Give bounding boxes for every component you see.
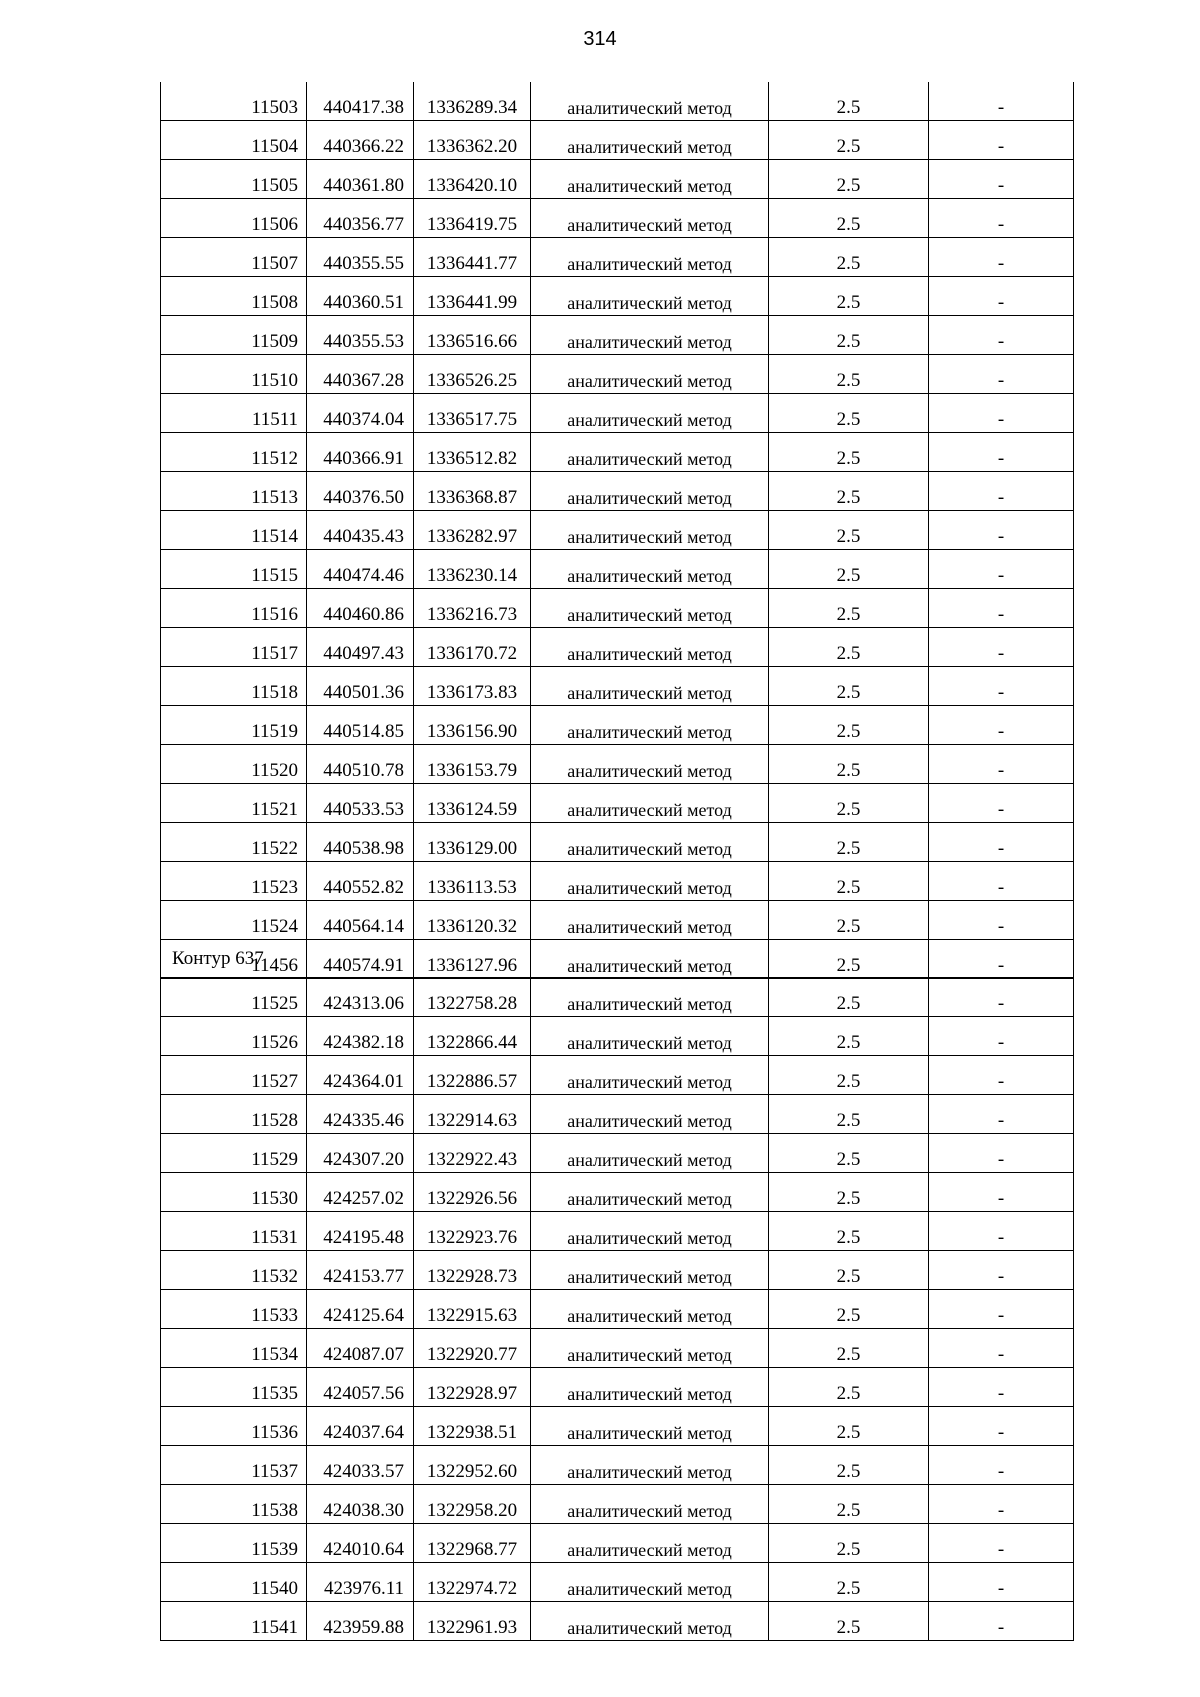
contour-label: Контур 637: [172, 948, 264, 969]
accuracy-cell: 2.5: [769, 1212, 929, 1251]
method-cell: аналитический метод: [531, 940, 769, 979]
point-number-cell: 11536: [161, 1407, 307, 1446]
method-cell: аналитический метод: [531, 1524, 769, 1563]
description-cell: -: [929, 472, 1074, 511]
method-cell: аналитический метод: [531, 394, 769, 433]
table-row: [161, 1524, 1074, 1563]
accuracy-cell: 2.5: [769, 901, 929, 940]
table-row: [161, 121, 1074, 160]
accuracy-cell: 2.5: [769, 316, 929, 355]
x-coordinate-cell: 440356.77: [307, 199, 414, 238]
x-coordinate-cell: 424364.01: [307, 1056, 414, 1095]
x-coordinate-cell: 440533.53: [307, 784, 414, 823]
x-coordinate-cell: 440497.43: [307, 628, 414, 667]
description-cell: -: [929, 901, 1074, 940]
y-coordinate-cell: 1336170.72: [414, 628, 531, 667]
point-number-cell: 11521: [161, 784, 307, 823]
accuracy-cell: 2.5: [769, 706, 929, 745]
table-row: [161, 1251, 1074, 1290]
table-row: [161, 199, 1074, 238]
y-coordinate-cell: 1336153.79: [414, 745, 531, 784]
x-coordinate-cell: 440366.91: [307, 433, 414, 472]
point-number-cell: 11520: [161, 745, 307, 784]
y-coordinate-cell: 1322928.73: [414, 1251, 531, 1290]
accuracy-cell: 2.5: [769, 823, 929, 862]
point-number-cell: 11538: [161, 1485, 307, 1524]
point-number-cell: 11456: [161, 940, 307, 979]
x-coordinate-cell: 440435.43: [307, 511, 414, 550]
description-cell: -: [929, 1485, 1074, 1524]
point-number-cell: 11511: [161, 394, 307, 433]
x-coordinate-cell: 424307.20: [307, 1134, 414, 1173]
coordinates-table-continued: [160, 82, 1074, 979]
table-row: [161, 745, 1074, 784]
y-coordinate-cell: 1322968.77: [414, 1524, 531, 1563]
point-number-cell: 11541: [161, 1602, 307, 1641]
table-row: [161, 628, 1074, 667]
table-row: [161, 823, 1074, 862]
description-cell: -: [929, 550, 1074, 589]
point-number-cell: 11537: [161, 1446, 307, 1485]
description-cell: -: [929, 1134, 1074, 1173]
accuracy-cell: 2.5: [769, 472, 929, 511]
accuracy-cell: 2.5: [769, 745, 929, 784]
table-row: [161, 1056, 1074, 1095]
accuracy-cell: 2.5: [769, 1485, 929, 1524]
x-coordinate-cell: 424257.02: [307, 1173, 414, 1212]
description-cell: -: [929, 121, 1074, 160]
method-cell: аналитический метод: [531, 1329, 769, 1368]
y-coordinate-cell: 1336127.96: [414, 940, 531, 979]
description-cell: -: [929, 1446, 1074, 1485]
point-number-cell: 11540: [161, 1563, 307, 1602]
y-coordinate-cell: 1322974.72: [414, 1563, 531, 1602]
method-cell: аналитический метод: [531, 1290, 769, 1329]
y-coordinate-cell: 1322922.43: [414, 1134, 531, 1173]
y-coordinate-cell: 1336362.20: [414, 121, 531, 160]
point-number-cell: 11513: [161, 472, 307, 511]
x-coordinate-cell: 440361.80: [307, 160, 414, 199]
accuracy-cell: 2.5: [769, 628, 929, 667]
table-row: [161, 1290, 1074, 1329]
method-cell: аналитический метод: [531, 667, 769, 706]
x-coordinate-cell: 423959.88: [307, 1602, 414, 1641]
y-coordinate-cell: 1336129.00: [414, 823, 531, 862]
method-cell: аналитический метод: [531, 277, 769, 316]
method-cell: аналитический метод: [531, 1056, 769, 1095]
y-coordinate-cell: 1322914.63: [414, 1095, 531, 1134]
description-cell: -: [929, 589, 1074, 628]
y-coordinate-cell: 1336517.75: [414, 394, 531, 433]
table-row: [161, 1446, 1074, 1485]
x-coordinate-cell: 440376.50: [307, 472, 414, 511]
x-coordinate-cell: 424313.06: [307, 978, 414, 1017]
description-cell: -: [929, 978, 1074, 1017]
description-cell: -: [929, 628, 1074, 667]
description-cell: -: [929, 160, 1074, 199]
accuracy-cell: 2.5: [769, 1329, 929, 1368]
x-coordinate-cell: 424382.18: [307, 1017, 414, 1056]
method-cell: аналитический метод: [531, 160, 769, 199]
coordinates-table-contour-637: [160, 977, 1074, 1641]
point-number-cell: 11532: [161, 1251, 307, 1290]
y-coordinate-cell: 1322958.20: [414, 1485, 531, 1524]
table-row: [161, 1602, 1074, 1641]
y-coordinate-cell: 1322866.44: [414, 1017, 531, 1056]
method-cell: аналитический метод: [531, 706, 769, 745]
method-cell: аналитический метод: [531, 1017, 769, 1056]
x-coordinate-cell: 440367.28: [307, 355, 414, 394]
y-coordinate-cell: 1336526.25: [414, 355, 531, 394]
method-cell: аналитический метод: [531, 901, 769, 940]
table-row: [161, 589, 1074, 628]
method-cell: аналитический метод: [531, 1173, 769, 1212]
method-cell: аналитический метод: [531, 628, 769, 667]
method-cell: аналитический метод: [531, 472, 769, 511]
description-cell: -: [929, 394, 1074, 433]
table-row: [161, 550, 1074, 589]
y-coordinate-cell: 1322926.56: [414, 1173, 531, 1212]
description-cell: -: [929, 1095, 1074, 1134]
table-row: [161, 940, 1074, 979]
table-row: [161, 160, 1074, 199]
point-number-cell: 11506: [161, 199, 307, 238]
x-coordinate-cell: 424087.07: [307, 1329, 414, 1368]
method-cell: аналитический метод: [531, 238, 769, 277]
y-coordinate-cell: 1336516.66: [414, 316, 531, 355]
point-number-cell: 11523: [161, 862, 307, 901]
point-number-cell: 11515: [161, 550, 307, 589]
accuracy-cell: 2.5: [769, 433, 929, 472]
description-cell: -: [929, 511, 1074, 550]
description-cell: -: [929, 745, 1074, 784]
x-coordinate-cell: 440355.53: [307, 316, 414, 355]
x-coordinate-cell: 440417.38: [307, 82, 414, 121]
accuracy-cell: 2.5: [769, 978, 929, 1017]
point-number-cell: 11508: [161, 277, 307, 316]
description-cell: -: [929, 1329, 1074, 1368]
x-coordinate-cell: 424125.64: [307, 1290, 414, 1329]
accuracy-cell: 2.5: [769, 121, 929, 160]
method-cell: аналитический метод: [531, 1407, 769, 1446]
y-coordinate-cell: 1322923.76: [414, 1212, 531, 1251]
table-row: [161, 901, 1074, 940]
accuracy-cell: 2.5: [769, 82, 929, 121]
method-cell: аналитический метод: [531, 1095, 769, 1134]
description-cell: -: [929, 82, 1074, 121]
description-cell: -: [929, 823, 1074, 862]
table-row: [161, 82, 1074, 121]
method-cell: аналитический метод: [531, 1485, 769, 1524]
table-row: [161, 1407, 1074, 1446]
table-row: [161, 1095, 1074, 1134]
x-coordinate-cell: 440552.82: [307, 862, 414, 901]
table-row: [161, 862, 1074, 901]
table-row: [161, 433, 1074, 472]
point-number-cell: 11533: [161, 1290, 307, 1329]
accuracy-cell: 2.5: [769, 1056, 929, 1095]
point-number-cell: 11525: [161, 978, 307, 1017]
point-number-cell: 11517: [161, 628, 307, 667]
accuracy-cell: 2.5: [769, 589, 929, 628]
point-number-cell: 11503: [161, 82, 307, 121]
description-cell: -: [929, 1173, 1074, 1212]
point-number-cell: 11522: [161, 823, 307, 862]
x-coordinate-cell: 424037.64: [307, 1407, 414, 1446]
table-row: [161, 1134, 1074, 1173]
method-cell: аналитический метод: [531, 978, 769, 1017]
description-cell: -: [929, 862, 1074, 901]
point-number-cell: 11531: [161, 1212, 307, 1251]
y-coordinate-cell: 1336173.83: [414, 667, 531, 706]
accuracy-cell: 2.5: [769, 1407, 929, 1446]
y-coordinate-cell: 1336124.59: [414, 784, 531, 823]
description-cell: -: [929, 316, 1074, 355]
method-cell: аналитический метод: [531, 316, 769, 355]
method-cell: аналитический метод: [531, 1446, 769, 1485]
point-number-cell: 11535: [161, 1368, 307, 1407]
description-cell: -: [929, 238, 1074, 277]
method-cell: аналитический метод: [531, 1368, 769, 1407]
page-number: 314: [583, 28, 617, 50]
point-number-cell: 11510: [161, 355, 307, 394]
x-coordinate-cell: 424010.64: [307, 1524, 414, 1563]
table-row: [161, 394, 1074, 433]
x-coordinate-cell: 440564.14: [307, 901, 414, 940]
point-number-cell: 11530: [161, 1173, 307, 1212]
table-row: [161, 1485, 1074, 1524]
y-coordinate-cell: 1322915.63: [414, 1290, 531, 1329]
point-number-cell: 11524: [161, 901, 307, 940]
method-cell: аналитический метод: [531, 784, 769, 823]
x-coordinate-cell: 440574.91: [307, 940, 414, 979]
x-coordinate-cell: 424335.46: [307, 1095, 414, 1134]
x-coordinate-cell: 424195.48: [307, 1212, 414, 1251]
method-cell: аналитический метод: [531, 589, 769, 628]
x-coordinate-cell: 440538.98: [307, 823, 414, 862]
table-row: [161, 706, 1074, 745]
point-number-cell: 11526: [161, 1017, 307, 1056]
table-row: [161, 784, 1074, 823]
description-cell: -: [929, 1056, 1074, 1095]
y-coordinate-cell: 1322886.57: [414, 1056, 531, 1095]
description-cell: -: [929, 355, 1074, 394]
accuracy-cell: 2.5: [769, 1446, 929, 1485]
description-cell: -: [929, 1212, 1074, 1251]
accuracy-cell: 2.5: [769, 784, 929, 823]
accuracy-cell: 2.5: [769, 1134, 929, 1173]
description-cell: -: [929, 940, 1074, 979]
point-number-cell: 11527: [161, 1056, 307, 1095]
y-coordinate-cell: 1322758.28: [414, 978, 531, 1017]
accuracy-cell: 2.5: [769, 1563, 929, 1602]
y-coordinate-cell: 1336368.87: [414, 472, 531, 511]
point-number-cell: 11539: [161, 1524, 307, 1563]
description-cell: -: [929, 706, 1074, 745]
description-cell: -: [929, 277, 1074, 316]
accuracy-cell: 2.5: [769, 1173, 929, 1212]
table-row: [161, 1212, 1074, 1251]
y-coordinate-cell: 1336419.75: [414, 199, 531, 238]
description-cell: -: [929, 784, 1074, 823]
method-cell: аналитический метод: [531, 433, 769, 472]
table-row: [161, 472, 1074, 511]
method-cell: аналитический метод: [531, 511, 769, 550]
accuracy-cell: 2.5: [769, 862, 929, 901]
point-number-cell: 11514: [161, 511, 307, 550]
method-cell: аналитический метод: [531, 1563, 769, 1602]
x-coordinate-cell: 440510.78: [307, 745, 414, 784]
method-cell: аналитический метод: [531, 1602, 769, 1641]
table-row: [161, 238, 1074, 277]
table-row: [161, 511, 1074, 550]
point-number-cell: 11512: [161, 433, 307, 472]
method-cell: аналитический метод: [531, 823, 769, 862]
description-cell: -: [929, 667, 1074, 706]
y-coordinate-cell: 1336289.34: [414, 82, 531, 121]
x-coordinate-cell: 424033.57: [307, 1446, 414, 1485]
y-coordinate-cell: 1336156.90: [414, 706, 531, 745]
method-cell: аналитический метод: [531, 121, 769, 160]
accuracy-cell: 2.5: [769, 160, 929, 199]
point-number-cell: 11529: [161, 1134, 307, 1173]
table-row: [161, 1368, 1074, 1407]
description-cell: -: [929, 1524, 1074, 1563]
description-cell: -: [929, 1563, 1074, 1602]
description-cell: -: [929, 1407, 1074, 1446]
accuracy-cell: 2.5: [769, 277, 929, 316]
point-number-cell: 11516: [161, 589, 307, 628]
point-number-cell: 11505: [161, 160, 307, 199]
y-coordinate-cell: 1322952.60: [414, 1446, 531, 1485]
point-number-cell: 11504: [161, 121, 307, 160]
x-coordinate-cell: 423976.11: [307, 1563, 414, 1602]
accuracy-cell: 2.5: [769, 1251, 929, 1290]
method-cell: аналитический метод: [531, 745, 769, 784]
method-cell: аналитический метод: [531, 862, 769, 901]
method-cell: аналитический метод: [531, 199, 769, 238]
accuracy-cell: 2.5: [769, 1290, 929, 1329]
y-coordinate-cell: 1336441.77: [414, 238, 531, 277]
x-coordinate-cell: 440360.51: [307, 277, 414, 316]
point-number-cell: 11534: [161, 1329, 307, 1368]
table-row: [161, 667, 1074, 706]
method-cell: аналитический метод: [531, 1134, 769, 1173]
y-coordinate-cell: 1336230.14: [414, 550, 531, 589]
y-coordinate-cell: 1336113.53: [414, 862, 531, 901]
accuracy-cell: 2.5: [769, 1524, 929, 1563]
y-coordinate-cell: 1322938.51: [414, 1407, 531, 1446]
method-cell: аналитический метод: [531, 1251, 769, 1290]
accuracy-cell: 2.5: [769, 355, 929, 394]
description-cell: -: [929, 1602, 1074, 1641]
accuracy-cell: 2.5: [769, 550, 929, 589]
table-row: [161, 1017, 1074, 1056]
accuracy-cell: 2.5: [769, 1095, 929, 1134]
point-number-cell: 11528: [161, 1095, 307, 1134]
y-coordinate-cell: 1336420.10: [414, 160, 531, 199]
description-cell: -: [929, 1290, 1074, 1329]
x-coordinate-cell: 424057.56: [307, 1368, 414, 1407]
point-number-cell: 11518: [161, 667, 307, 706]
y-coordinate-cell: 1336216.73: [414, 589, 531, 628]
accuracy-cell: 2.5: [769, 1017, 929, 1056]
y-coordinate-cell: 1336120.32: [414, 901, 531, 940]
x-coordinate-cell: 440355.55: [307, 238, 414, 277]
table-row: [161, 1563, 1074, 1602]
description-cell: -: [929, 1017, 1074, 1056]
method-cell: аналитический метод: [531, 550, 769, 589]
x-coordinate-cell: 424153.77: [307, 1251, 414, 1290]
method-cell: аналитический метод: [531, 82, 769, 121]
point-number-cell: 11519: [161, 706, 307, 745]
y-coordinate-cell: 1322928.97: [414, 1368, 531, 1407]
y-coordinate-cell: 1336441.99: [414, 277, 531, 316]
accuracy-cell: 2.5: [769, 199, 929, 238]
y-coordinate-cell: 1336282.97: [414, 511, 531, 550]
x-coordinate-cell: 424038.30: [307, 1485, 414, 1524]
accuracy-cell: 2.5: [769, 1368, 929, 1407]
table-row: [161, 277, 1074, 316]
accuracy-cell: 2.5: [769, 940, 929, 979]
accuracy-cell: 2.5: [769, 1602, 929, 1641]
y-coordinate-cell: 1336512.82: [414, 433, 531, 472]
table-row: [161, 978, 1074, 1017]
accuracy-cell: 2.5: [769, 238, 929, 277]
point-number-cell: 11509: [161, 316, 307, 355]
point-number-cell: 11507: [161, 238, 307, 277]
table-row: [161, 355, 1074, 394]
method-cell: аналитический метод: [531, 1212, 769, 1251]
description-cell: -: [929, 433, 1074, 472]
x-coordinate-cell: 440514.85: [307, 706, 414, 745]
y-coordinate-cell: 1322961.93: [414, 1602, 531, 1641]
x-coordinate-cell: 440474.46: [307, 550, 414, 589]
table-row: [161, 1173, 1074, 1212]
y-coordinate-cell: 1322920.77: [414, 1329, 531, 1368]
accuracy-cell: 2.5: [769, 394, 929, 433]
accuracy-cell: 2.5: [769, 667, 929, 706]
description-cell: -: [929, 1251, 1074, 1290]
method-cell: аналитический метод: [531, 355, 769, 394]
description-cell: -: [929, 199, 1074, 238]
x-coordinate-cell: 440501.36: [307, 667, 414, 706]
x-coordinate-cell: 440366.22: [307, 121, 414, 160]
x-coordinate-cell: 440374.04: [307, 394, 414, 433]
accuracy-cell: 2.5: [769, 511, 929, 550]
x-coordinate-cell: 440460.86: [307, 589, 414, 628]
table-row: [161, 316, 1074, 355]
table-row: [161, 1329, 1074, 1368]
description-cell: -: [929, 1368, 1074, 1407]
